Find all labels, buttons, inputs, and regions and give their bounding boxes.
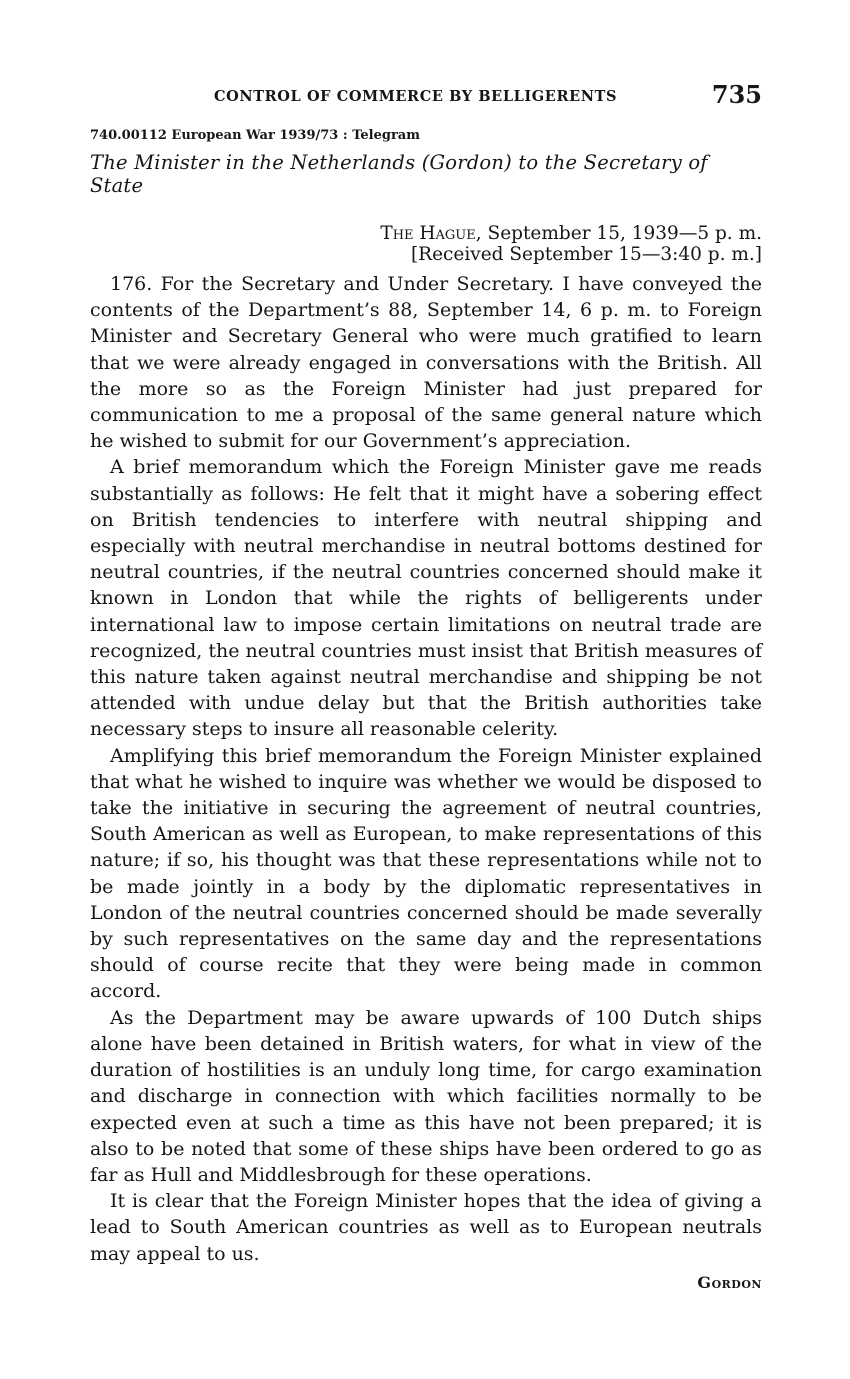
paragraph: Amplifying this brief memorandum the Foreign Minister explained that what he wished to inquire was whether we would be disposed to take the initiative in securing the agreement of neutral countries, South American as well as European, to make representations of this nature; if so, his thought was that these representations while not to be made jointly in a body by the diplomatic representatives in London of the neutral countries concerned should be made severally by such representatives on the same day and the representations should of course recite that they were being made in common accord. — [90, 744, 762, 1003]
paragraph: As the Department may be aware upwards of 100 Dutch ships alone have been detained in British waters, for what in view of the duration of hostilities is an unduly long time, for cargo examination and discharge in connection with which facilities normally to be expected even at such a time as this have not been prepared; it is also to be noted that some of these ships have been ordered to go as far as Hull and Middlesbrough for these operations. — [90, 1006, 762, 1186]
paragraph: 176. For the Secretary and Under Secretary. I have conveyed the contents of the Department’s 88, September 14, 6 p. m. to Foreign Minister and Secretary General who were much gratified to learn that we were already engaged in conversations with the British. All the more so as the Foreign Minister had just prepared for communication to me a proposal of the same general nature which he wished to submit for our Government’s appreciation. — [90, 273, 762, 453]
dateline — [90, 223, 762, 244]
paragraph: A brief memorandum which the Foreign Minister gave me reads substantially as follows: He felt that it might have a sobering effect on British tendencies to interfere with neutral shipping and especially with neutral merchandise in neutral bottoms destined for neutral countries, if the neutral countries concerned should make it known in London that while the rights of belligerents under international law to impose certain limitations on neutral trade are recognized, the neutral countries must insist that British measures of this nature taken against neutral merchandise and shipping be not attended with undue delay but that the British authorities take necessary steps to insure all reasonable celerity. — [90, 456, 762, 741]
signature: Gordon — [697, 1272, 762, 1292]
paragraph: It is clear that the Foreign Minister hopes that the idea of giving a lead to South American countries as well as to European neutrals may appeal to us. — [90, 1190, 762, 1265]
file-reference: 740.00112 European War 1939/73 : Telegram — [90, 128, 420, 143]
dateline-date: , September 15, 1939—5 p. m. — [475, 223, 762, 244]
document-title: The Minister in the Netherlands (Gordon) to the Secretary of State — [90, 151, 708, 197]
page-number: 735 — [711, 80, 762, 109]
dateline-place: The Hague — [380, 223, 476, 244]
running-title: CONTROL OF COMMERCE BY BELLIGERENTS — [214, 88, 618, 105]
document-page — [90, 80, 762, 1292]
received-line: [Received September 15—3:40 p. m.] — [410, 244, 762, 265]
telegram-body — [90, 271, 762, 1267]
running-head — [90, 80, 762, 114]
